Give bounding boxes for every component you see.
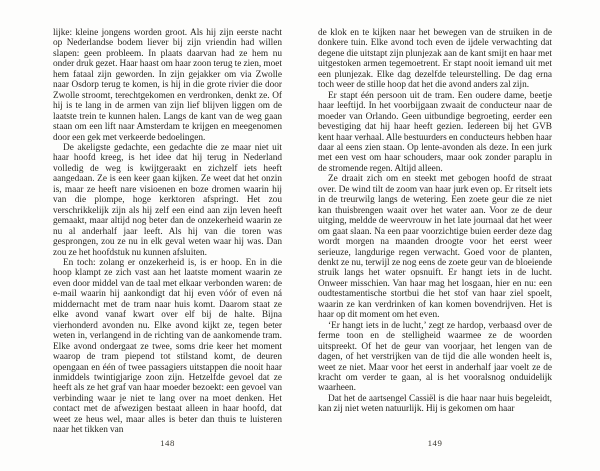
left-page-text	[53, 28, 282, 436]
paragraph: Ze draait zich om en steekt met gebogen hoofd de straat over. De wind tilt de zoom van haar jurk even op. Er ritselt iets in de treurwilg langs de wetering. Een zoete geur die ze niet kan thuisbrengen waait over het water aan. Voor ze de deur uitging, meldde de weervrouw in het late journaal dat het weer om gaat slaan. Na een paar voorzichtige buien eerder deze dag wordt morgen na maanden droogte voor het eerst weer serieuze, langdurige regen verwacht. Goed voor de planten, denkt ze nu, terwijl ze nog eens de zoete geur van de bloeiende struik langs het water opsnuift. Er hangt iets in de lucht. Onweer misschien. Van haar mag het losgaan, hier en nu: een oudtestamentische stortbui die het stof van haar ziel spoelt, waarin ze kan verdrinken of kan komen bovendrijven. Het is haar op dit moment om het even.	[318, 174, 552, 321]
paragraph: de klok en te kijken naar het bewegen van de struiken in de donkere tuin. Elke avond toch even de ijdele verwachting dat degene die uitstapt zijn plunjezak aan de kant smijt en haar met uitgestoken armen tegemoetrent. Er stapt nooit iemand uit met een plunjezak. Elke dag dezelfde teleurstelling. De dag erna toch weer de stille hoop dat het die avond anders zal zijn.	[318, 28, 552, 91]
paragraph: En toch: zolang er onzekerheid is, is er hoop. En in die hoop klampt ze zich vast aan het laatste moment waarin ze even door middel van de taal met elkaar verbonden waren: de e-mail waarin hij aankondigt dat hij even vóór of even ná middernacht met de tram naar huis komt. Daarom staat ze elke avond vanaf kwart over elf bij de halte. Bijna vierhonderd avonden nu. Elke avond kijkt ze, tegen beter weten in, verlangend in de richting van de aankomende tram. Elke avond ondergaat ze twee, soms drie keer het moment waarop de tram piepend tot stilstand komt, de deuren opengaan en één of twee passagiers uitstappen die nooit haar inmiddels twintigjarige zoon zijn. Hetzelfde gevoel dat ze heeft als ze het graf van haar moeder bezoekt: een gevoel van verbinding waar je niet te lang over na moet denken. Het contact met de afwezigen bestaat alleen in haar hoofd, dat weet ze heus wel, maar alles is beter dan thuis te luisteren naar het tikken van	[53, 257, 282, 436]
paragraph: lijke: kleine jongens worden groot. Als hij zijn eerste nacht op Nederlandse bodem liever bij zijn vriendin had willen slapen: geen probleem. In plaats daarvan had ze hem nu onder druk gezet. Haar haast om haar zoon terug te zien, moet hem fataal zijn geworden. In zijn gejakker om via Zwolle naar Osdorp terug te komen, is hij in die grote rivier die door Zwolle stroomt, terechtgekomen en verdronken, denkt ze. Of hij is te lang in de armen van zijn lief blijven liggen om de laatste trein te kunnen halen. Langs de kant van de weg gaan staan om een lift naar Amsterdam te krijgen en meegenomen door een gek met verkeerde bedoelingen.	[53, 28, 282, 143]
right-page	[318, 28, 552, 415]
page-number-left: 148	[160, 438, 175, 448]
paragraph: Dat het de aartsengel Cassiël is die haar naar huis begeleidt, kan zij niet weten natuurlijk. Hij is gekomen om haar	[318, 393, 552, 415]
paragraph: De akeligste gedachte, een gedachte die ze maar niet uit haar hoofd kreeg, is het idee dat hij terug in Nederland volledig de weg is kwijtgeraakt en zichzelf iets heeft aangedaan. Ze is een keer gaan kijken. Ze weet dat het onzin is, maar ze heeft nare visioenen en boze dromen waarin hij van die plompe, hoge kerktoren afspringt. Het zou verschrikkelijk zijn als hij zelf een eind aan zijn leven heeft gemaakt, maar altijd nog beter dan de onzekerheid waarin ze nu al anderhalf jaar leeft. Als hij van die toren was gesprongen, zou ze nu in elk geval weten waar hij was. Dan zou ze het hoofdstuk nu kunnen afsluiten.	[53, 142, 282, 258]
paragraph: ‘Er hangt iets in de lucht,’ zegt ze hardop, verbaasd over de ferme toon en de stelligheid waarmee ze de woorden uitspreekt. Of het de geur van voorjaar, het lengen van de dagen, of het verstrijken van de tijd die alle wonden heelt is, weet ze niet. Maar voor het eerst in anderhalf jaar voelt ze de kracht om verder te gaan, al is het vooralsnog onduidelijk waarheen.	[318, 320, 552, 394]
paragraph: Er stapt één persoon uit de tram. Een oudere dame, beetje haar leeftijd. In het voorbijgaan zwaait de conducteur naar de moeder van Orlando. Geen uitbundige begroeting, eerder een bevestiging dat hij haar heeft gezien. Iedereen bij het GVB kent haar verhaal. Alle bestuurders en conducteurs hebben haar daar al eens zien staan. Op lente-avonden als deze. In een jurk met een vest om haar schouders, maar ook zonder paraplu in de stromende regen. Altijd alleen.	[318, 90, 552, 174]
page-number-right: 149	[427, 438, 443, 448]
right-page-text	[318, 28, 552, 415]
left-page	[53, 28, 282, 436]
